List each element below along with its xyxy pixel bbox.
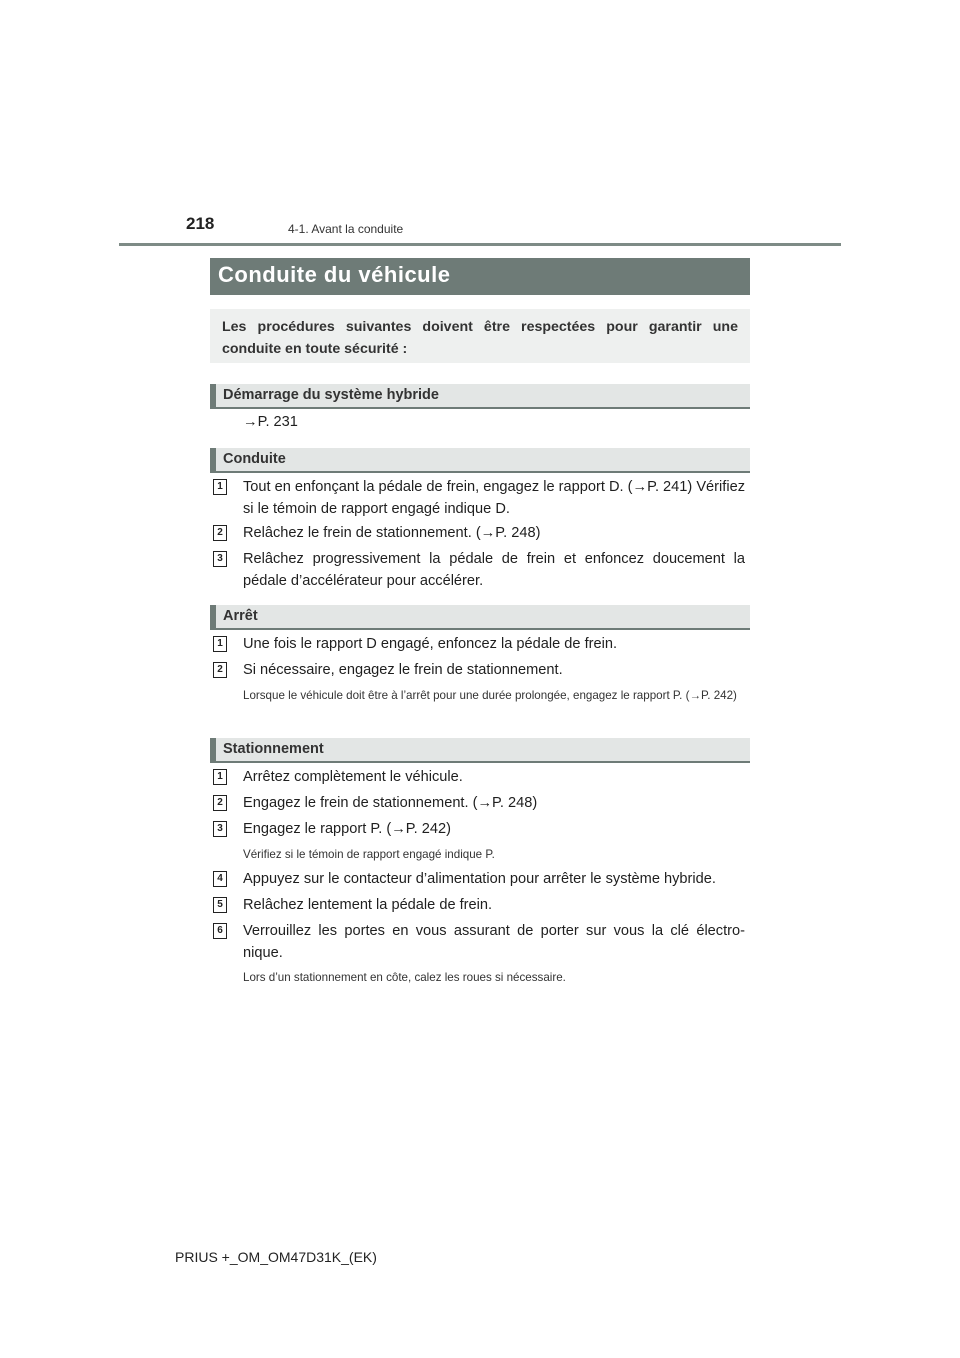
- parking-step-3: Engagez le rapport P. (→P. 242): [243, 821, 451, 837]
- heading-parking: Stationnement: [210, 738, 750, 763]
- parking-step-5: Relâchez lentement la pédale de frein.: [243, 897, 493, 913]
- step-number-badge: 4: [213, 871, 227, 887]
- driving-step-3: Relâchez progressivement la pédale de frein et enfoncez doucement la pédale d’accélérateur pour accélérer.: [243, 551, 745, 589]
- step-number-badge: 2: [213, 795, 227, 811]
- section-breadcrumb: 4-1. Avant la conduite: [288, 222, 404, 236]
- page-title: Conduite du véhicule: [210, 258, 750, 295]
- step-number-badge: 6: [213, 923, 227, 939]
- parking-step-6: Verrouillez les portes en vous assurant de porter sur vous la clé électro-nique.: [243, 923, 745, 961]
- parking-step-6-note: Lors d’un stationnement en côte, calez les roues si nécessaire.: [243, 971, 566, 984]
- intro-box: Les procédures suivantes doivent être respectées pour garantir une conduite en toute sécurité :: [210, 309, 750, 363]
- step-number-badge: 1: [213, 636, 227, 652]
- heading-stop: Arrêt: [210, 605, 750, 630]
- step-number-badge: 1: [213, 769, 227, 785]
- header-rule: [119, 243, 841, 246]
- driving-step-2: Relâchez le frein de stationnement. (→P. 248): [243, 525, 541, 541]
- stop-step-2: Si nécessaire, engagez le frein de stationnement.: [243, 662, 563, 678]
- step-number-badge: 2: [213, 662, 227, 678]
- parking-step-4: Appuyez sur le contacteur d’alimentation pour arrêter le système hybride.: [243, 871, 716, 887]
- step-number-badge: 5: [213, 897, 227, 913]
- step-number-badge: 3: [213, 821, 227, 837]
- step-number-badge: 1: [213, 479, 227, 495]
- page-number: 218: [186, 214, 215, 233]
- driving-step-1: Tout en enfonçant la pédale de frein, engagez le rapport D. (→P. 241) Vérifiez si le témoin de rapport engagé indique D.: [243, 479, 745, 517]
- document-code: PRIUS +_OM_OM47D31K_(EK): [175, 1249, 377, 1265]
- step-number-badge: 3: [213, 551, 227, 567]
- heading-start: Démarrage du système hybride: [210, 384, 750, 409]
- heading-driving: Conduite: [210, 448, 750, 473]
- step-number-badge: 2: [213, 525, 227, 541]
- parking-step-3-note: Vérifiez si le témoin de rapport engagé indique P.: [243, 848, 495, 861]
- stop-step-1: Une fois le rapport D engagé, enfoncez la pédale de frein.: [243, 636, 618, 652]
- start-page-ref: →P. 231: [243, 414, 298, 430]
- parking-step-2: Engagez le frein de stationnement. (→P. 248): [243, 795, 538, 811]
- stop-step-2-note: Lorsque le véhicule doit être à l’arrêt pour une durée prolongée, engagez le rapport P. (→P. 242): [243, 689, 737, 702]
- parking-step-1: Arrêtez complètement le véhicule.: [243, 769, 463, 785]
